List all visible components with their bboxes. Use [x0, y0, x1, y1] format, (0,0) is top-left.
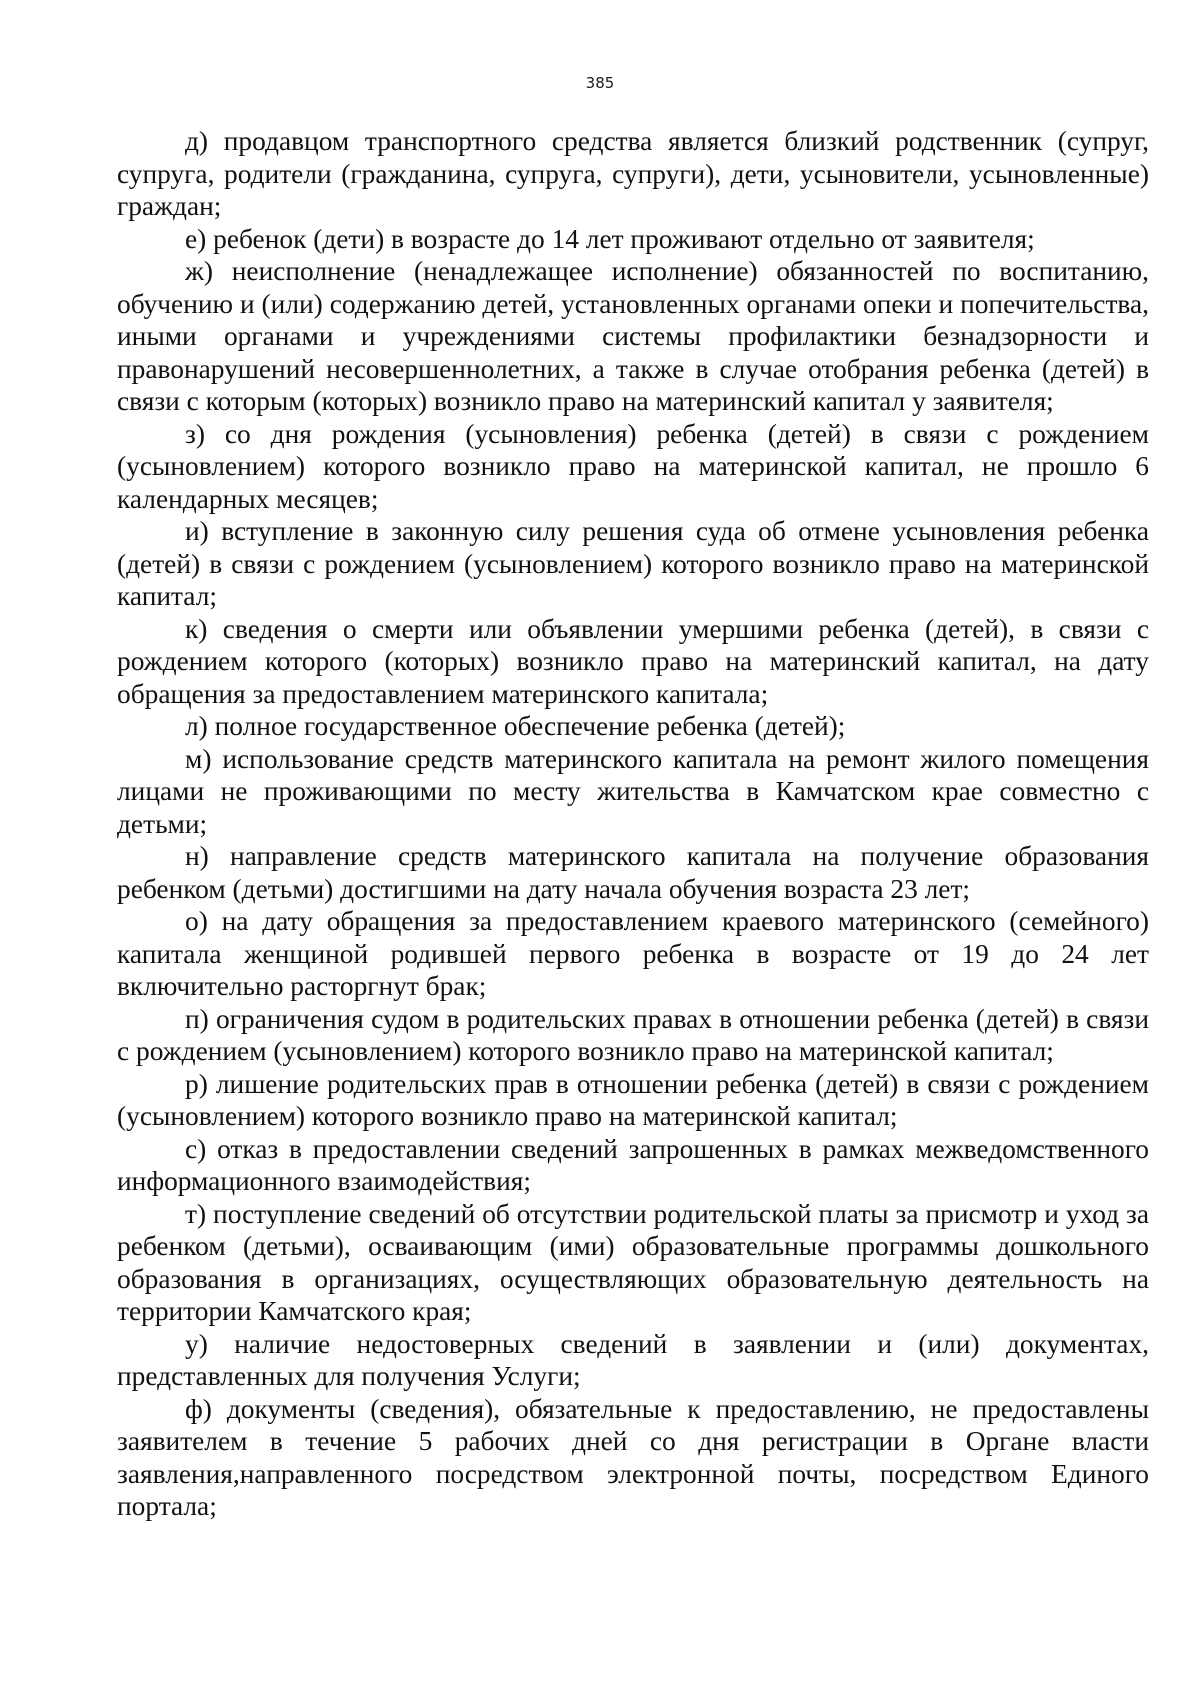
- list-item-z: з) со дня рождения (усыновления) ребенка (детей) в связи с рождением (усыновлением) которого возникло право на материнской капитал, не прошло 6 календарных месяцев;: [117, 418, 1149, 514]
- list-item-zh: ж) неисполнение (ненадлежащее исполнение) обязанностей по воспитанию, обучению и (или) содержанию детей, установленных органами опеки и попечительства, иными органами и учреждениями системы профилактики безнадзорности и правонарушений несовершеннолетних, а также в случае отобрания ребенка (детей) в связи с которым (которых) возникло право на материнский капитал у заявителя;: [117, 256, 1149, 416]
- list-item-n: н) направление средств материнского капитала на получение образования ребенком (детьми) достигшими на дату начала обучения возраста 23 лет;: [117, 841, 1149, 904]
- list-item-e: е) ребенок (дети) в возрасте до 14 лет проживают отдельно от заявителя;: [185, 223, 1035, 254]
- list-item-s: с) отказ в предоставлении сведений запрошенных в рамках межведомственного информационного взаимодействия;: [117, 1133, 1149, 1196]
- list-item-r: р) лишение родительских прав в отношении ребенка (детей) в связи с рождением (усыновлением) которого возникло право на материнской капитал;: [117, 1068, 1149, 1131]
- list-item-u: у) наличие недостоверных сведений в заявлении и (или) документах, представленных для получения Услуги;: [117, 1328, 1149, 1391]
- list-item-i: и) вступление в законную силу решения суда об отмене усыновления ребенка (детей) в связи с рождением (усыновлением) которого возникло право на материнской капитал;: [117, 516, 1149, 611]
- list-item-m: м) использование средств материнского капитала на ремонт жилого помещения лицами не проживающими по месту жительства в Камчатском крае совместно с детьми;: [117, 743, 1149, 839]
- list-item-t: т) поступление сведений об отсутствии родительской платы за присмотр и уход за ребенком (детьми), осваивающим (ими) образовательные программы дошкольного образования в организациях, осуществляющих образовательную деятельность на территории Камчатского края;: [117, 1198, 1149, 1326]
- list-item-d: д) продавцом транспортного средства является близкий родственник (супруг, супруга, родители (гражданина, супруга, супруги), дети, усыновители, усыновленные) граждан;: [117, 126, 1149, 221]
- list-item-l: л) полное государственное обеспечение ребенка (детей);: [185, 711, 846, 741]
- list-item-p: п) ограничения судом в родительских правах в отношении ребенка (детей) в связи с рождением (усыновлением) которого возникло право на материнской капитал;: [117, 1003, 1149, 1066]
- page-number: 385: [585, 74, 615, 92]
- document-body: [117, 125, 1149, 1523]
- list-item-k: к) сведения о смерти или объявлении умершими ребенка (детей), в связи с рождением которого (которых) возникло право на материнский капитал, на дату обращения за предоставлением материнского капитала;: [117, 613, 1149, 709]
- list-item-f: ф) документы (сведения), обязательные к предоставлению, не предоставлены заявителем в течение 5 рабочих дней со дня регистрации в Органе власти заявления,направленного посредством электронной почты, посредством Единого портала;: [117, 1393, 1149, 1521]
- list-item-o: о) на дату обращения за предоставлением краевого материнского (семейного) капитала женщиной родившей первого ребенка в возрасте от 19 до 24 лет включительно расторгнут брак;: [117, 906, 1149, 1001]
